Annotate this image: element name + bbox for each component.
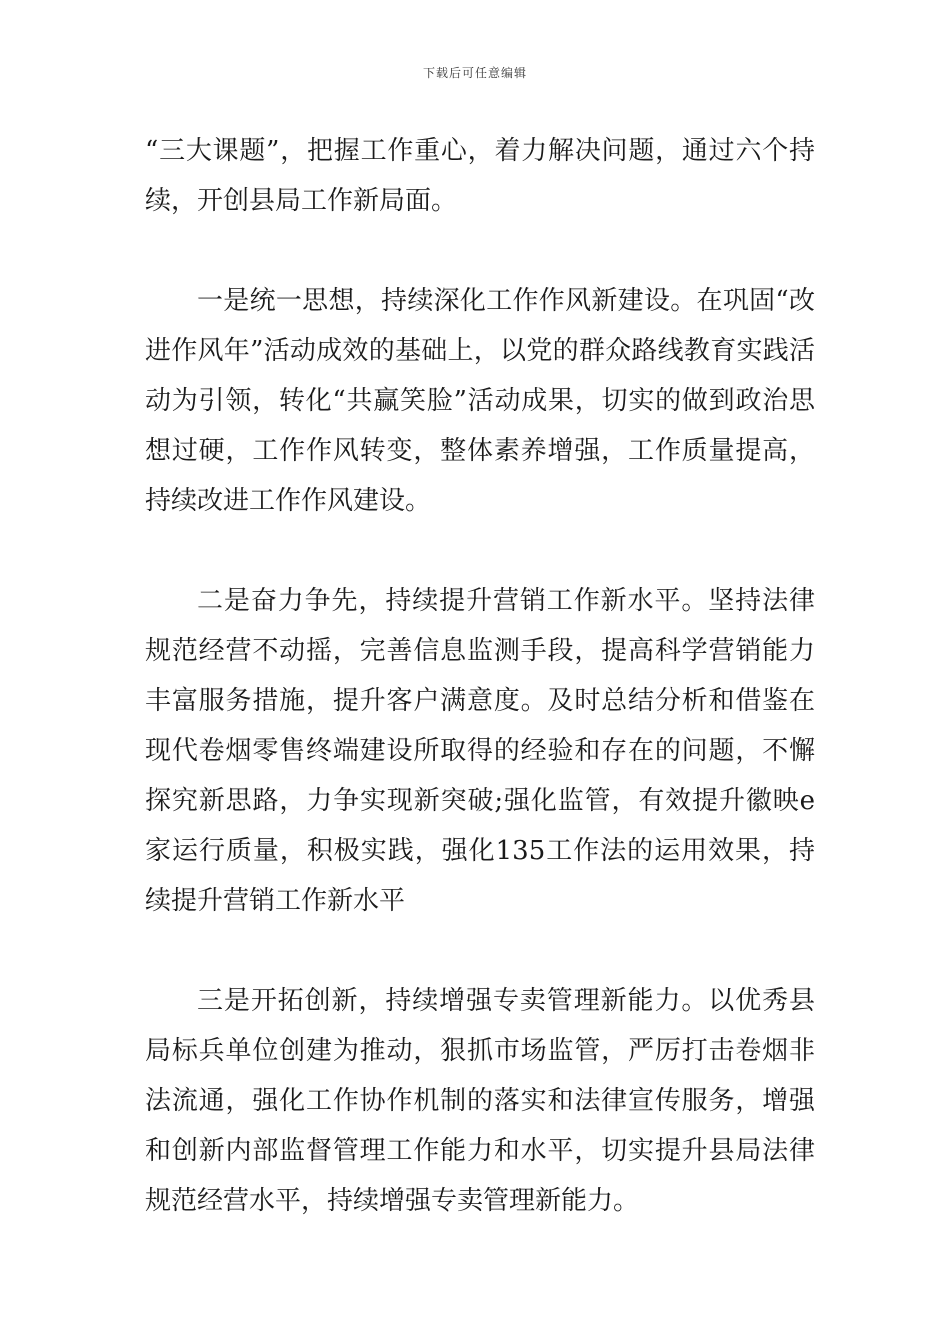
paragraph-point-one: 一是统一思想，持续深化工作作风新建设。在巩固“改进作风年”活动成效的基础上，以党的群众路线教育实践活动为引领，转化“共赢笑脸”活动成果，切实的做到政治思想过硬，工作作风转变，整体素养增强，工作质量提高，持续改进工作作风建设。 — [145, 286, 815, 516]
paragraph-gap — [145, 926, 815, 976]
paragraph-gap — [145, 526, 815, 576]
paragraph-intro: “三大课题”，把握工作重心，着力解决问题，通过六个持续，开创县局工作新局面。 — [145, 136, 815, 216]
page-header-note: 下载后可任意编辑 — [422, 66, 527, 80]
document-body — [145, 126, 815, 1226]
paragraph-point-three: 三是开拓创新，持续增强专卖管理新能力。以优秀县局标兵单位创建为推动，狠抓市场监管，严厉打击卷烟非法流通，强化工作协作机制的落实和法律宣传服务，增强和创新内部监督管理工作能力和水平，切实提升县局法律规范经营水平，持续增强专卖管理新能力。 — [145, 986, 815, 1216]
paragraph-point-two: 二是奋力争先，持续提升营销工作新水平。坚持法律规范经营不动摇，完善信息监测手段，提高科学营销能力丰富服务措施，提升客户满意度。及时总结分析和借鉴在现代卷烟零售终端建设所取得的经验和存在的问题，不懈探究新思路，力争实现新突破;强化监管，有效提升徽映e家运行质量，积极实践，强化135工作法的运用效果，持续提升营销工作新水平 — [145, 586, 815, 916]
paragraph-gap — [145, 226, 815, 276]
